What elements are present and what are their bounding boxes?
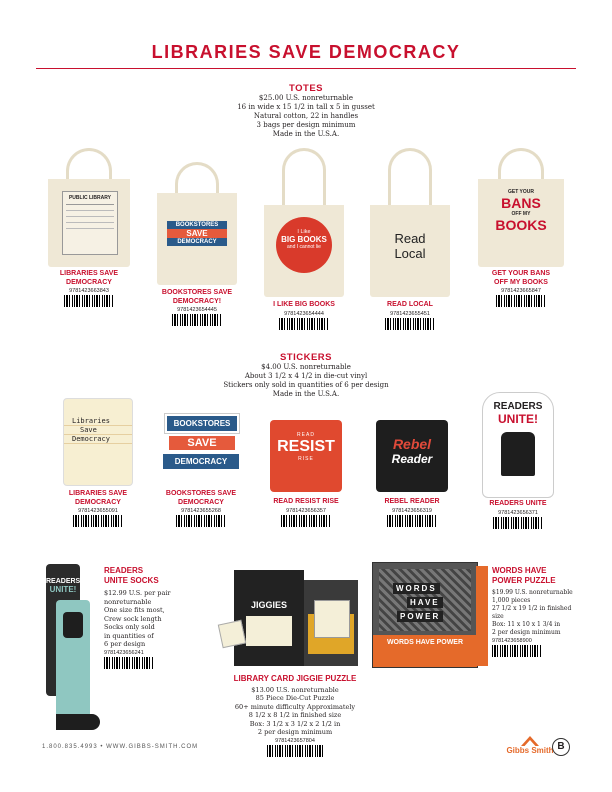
sticker-art-text: RISE xyxy=(298,456,314,462)
socks-spec-line: $12.99 U.S. per pair xyxy=(104,589,171,597)
socks-spec-line: Crew sock length xyxy=(104,614,162,623)
stickers-spec-line: Stickers only sold in quantities of 6 per design xyxy=(223,381,389,389)
isbn: 9781423654444 xyxy=(284,310,324,317)
socks-spec-line: One size fits most, xyxy=(104,606,165,614)
isbn: 9781423656357 xyxy=(286,507,326,514)
isbn: 9781423658900 xyxy=(492,638,532,644)
product-name: REBEL READER xyxy=(384,498,440,505)
tote-art-text: DEMOCRACY xyxy=(167,238,227,246)
sticker-art-text: DEMOCRACY xyxy=(163,454,239,469)
totes-spec-line: Made in the U.S.A. xyxy=(272,130,340,138)
product-name: LIBRARIES SAVE DEMOCRACY xyxy=(68,490,128,506)
socks-spec-line: Socks only sold xyxy=(104,623,155,631)
product-name: GET YOUR BANS OFF MY BOOKS xyxy=(491,270,551,286)
puzzle-art-text: WORDS HAVE POWER xyxy=(373,635,477,667)
totes-spec-line: 16 in wide x 15 1/2 in tall x 5 in gusset xyxy=(237,103,375,111)
tote-art-text: OFF MY xyxy=(511,211,531,217)
socks-image xyxy=(42,564,100,736)
rebel-sticker-art xyxy=(376,420,448,492)
page-title: LIBRARIES SAVE DEMOCRACY xyxy=(151,42,461,62)
tote-handle xyxy=(282,148,326,205)
typewriter-art xyxy=(379,569,471,631)
stickers-spec-line: Made in the U.S.A. xyxy=(272,390,340,398)
sock-front xyxy=(56,600,90,720)
sticker-art-text: SAVE xyxy=(169,436,235,450)
barcode xyxy=(387,515,437,527)
tote-get-your-bans xyxy=(478,148,564,307)
barcode xyxy=(281,515,331,527)
isbn: 9781423656371 xyxy=(498,509,538,516)
barcode xyxy=(64,295,114,307)
tote-art-text: BOOKSTORES xyxy=(167,221,227,229)
puzzle-art-text: WORDS xyxy=(393,583,440,594)
sticker-read-resist-rise xyxy=(266,420,346,527)
isbn: 9781423656319 xyxy=(392,507,432,514)
jiggie-box xyxy=(234,570,304,666)
tote-art-text: Local xyxy=(394,246,426,261)
sticker-art-text: RESIST xyxy=(277,438,335,455)
tote-art-text: BOOKS xyxy=(495,217,547,233)
tote-bag xyxy=(370,205,450,297)
tote-read-local xyxy=(370,148,450,330)
product-name: READ RESIST RISE xyxy=(273,498,339,505)
brand-name: Gibbs Smith xyxy=(506,746,554,755)
sticker-art-text: READ xyxy=(297,432,315,438)
totes-spec-line: 3 bags per design minimum xyxy=(256,121,356,129)
barcode xyxy=(176,515,226,527)
product-name: READ LOCAL xyxy=(387,301,433,308)
product-name: BOOKSTORES SAVE DEMOCRACY! xyxy=(161,289,233,305)
totes-specs xyxy=(0,94,612,139)
barcode xyxy=(279,318,329,330)
puzzle-box-front xyxy=(372,562,478,668)
jiggie-art-text: JIGGIES xyxy=(250,600,287,610)
sticker-art-text: BOOKSTORES xyxy=(165,414,239,433)
tote-art-text: BIG BOOKS xyxy=(281,235,327,244)
puzzle-art-text: POWER xyxy=(397,611,443,622)
stickers-spec-line: About 3 1/2 x 4 1/2 in die-cut vinyl xyxy=(244,372,368,380)
bird-icon xyxy=(521,736,539,746)
isbn: 9781423654445 xyxy=(177,307,217,313)
totes-spec-line: $25.00 U.S. nonreturnable xyxy=(258,94,354,102)
library-card-sticker-art xyxy=(63,398,133,486)
footer-contact: 1.800.835.4993 • WWW.GIBBS-SMITH.COM xyxy=(42,744,199,750)
sticker-readers-unite xyxy=(478,392,558,529)
big-books-art xyxy=(276,217,332,273)
socks-spec-line: 6 per design xyxy=(104,640,146,648)
product-name: LIBRARIES SAVE DEMOCRACY xyxy=(59,270,119,286)
isbn: 9781423665847 xyxy=(501,288,541,294)
barcode xyxy=(104,657,154,669)
totes-heading: TOTES xyxy=(289,83,323,94)
socks-spec-line: nonreturnable xyxy=(104,597,152,606)
tote-handle xyxy=(175,162,219,193)
isbn: 9781423655091 xyxy=(78,508,118,514)
gibbs-smith-logo xyxy=(500,736,560,755)
tote-art-text: Read xyxy=(394,231,426,246)
stickers-spec-line: $4.00 U.S. nonreturnable xyxy=(261,363,351,371)
tote-art-text: GET YOUR xyxy=(507,189,535,195)
sticker-libraries-save-democracy xyxy=(56,398,140,527)
barcode xyxy=(385,318,435,330)
product-name: READERS UNITE xyxy=(489,500,547,507)
read-local-art xyxy=(370,231,450,261)
socks-info xyxy=(104,566,184,669)
barcode xyxy=(493,517,543,529)
barcode xyxy=(172,314,222,326)
jiggie-box-side xyxy=(304,580,358,666)
fist-icon xyxy=(63,612,83,638)
isbn: 9781423655268 xyxy=(181,508,221,514)
tote-handle xyxy=(388,148,432,205)
isbn: 9781423657804 xyxy=(275,737,315,744)
puzzle-specs xyxy=(492,589,582,637)
puzzle-spec-line: 27 1/2 x 19 1/2 in finished size xyxy=(492,605,572,620)
barcode xyxy=(496,295,546,307)
puzzle-spec-line: Box: 11 x 10 x 1 3/4 in xyxy=(492,621,561,628)
sticker-art-text: Rebel xyxy=(392,436,432,452)
jiggie-spec-line: 85 Piece Die-Cut Puzzle xyxy=(255,694,335,702)
jiggie-spec-line: $13.00 U.S. nonreturnable xyxy=(251,685,339,694)
jiggie-spec-line: 2 per design minimum xyxy=(257,728,333,736)
fist-icon xyxy=(501,432,535,476)
sticker-rebel-reader xyxy=(372,420,452,527)
puzzle-art-text: HAVE xyxy=(407,597,443,608)
sticker-art-text: Democracy xyxy=(64,435,132,444)
isbn: 9781423656241 xyxy=(104,649,144,656)
jiggie-spec-line: Box: 3 1/2 x 3 1/2 x 2 1/2 in xyxy=(249,719,341,728)
puzzle-info xyxy=(492,566,582,657)
readers-unite-sticker-art xyxy=(482,392,554,498)
jiggie-puzzle-image xyxy=(220,562,370,672)
puzzle-piece-icon xyxy=(218,620,246,648)
jiggie-spec-line: 60+ minute difficulty Approximately xyxy=(234,702,356,711)
product-name: READERS UNITE SOCKS xyxy=(104,566,159,585)
tote-bag xyxy=(157,193,237,285)
totes-spec-line: Natural cotton, 22 in handles xyxy=(253,112,359,120)
tote-bookstores-save-democracy xyxy=(157,162,237,326)
product-name: LIBRARY CARD JIGGIE PUZZLE xyxy=(233,674,357,683)
barcode xyxy=(492,645,542,657)
puzzle-spec-line: 1,000 pieces xyxy=(492,597,531,604)
puzzle-spec-line: 2 per design minimum xyxy=(492,629,561,636)
sock-foot xyxy=(56,714,100,730)
tote-bag xyxy=(478,179,564,267)
product-name: BOOKSTORES SAVE DEMOCRACY xyxy=(165,490,237,506)
library-card-art xyxy=(62,191,118,255)
puzzle-spec-line: $19.99 U.S. nonreturnable xyxy=(492,589,573,596)
sock-art-text: READERS xyxy=(46,578,81,585)
bans-art xyxy=(486,189,556,233)
jiggie-info xyxy=(185,675,405,757)
product-name: I LIKE BIG BOOKS xyxy=(273,301,335,308)
tote-i-like-big-books xyxy=(264,148,344,330)
library-card-icon xyxy=(246,616,292,646)
sticker-art-text: UNITE! xyxy=(498,412,538,426)
jiggie-spec-line: 8 1/2 x 8 1/2 in finished size xyxy=(248,711,342,719)
product-name: WORDS HAVE POWER PUZZLE xyxy=(492,566,556,585)
socks-specs xyxy=(104,589,184,649)
bcorp-logo: B xyxy=(552,738,570,756)
tote-art-text: SAVE xyxy=(167,229,227,238)
sticker-bookstores-save-democracy xyxy=(158,408,244,527)
library-card-icon xyxy=(314,600,350,638)
bookstores-art xyxy=(167,221,227,257)
resist-sticker-art xyxy=(270,420,342,492)
sticker-art-text: Save xyxy=(64,426,132,435)
tote-bag xyxy=(48,179,130,267)
tote-art-text: I Like xyxy=(297,229,311,235)
barcode xyxy=(73,515,123,527)
bookstores-sticker-art xyxy=(161,408,241,482)
tote-art-text: PUBLIC LIBRARY xyxy=(68,195,112,201)
sock-art-text: UNITE! xyxy=(49,585,77,594)
sticker-art-text: READERS xyxy=(493,401,543,412)
barcode xyxy=(267,745,323,757)
tote-art-text: BANS xyxy=(501,195,541,211)
isbn: 9781423655451 xyxy=(390,310,430,317)
socks-spec-line: in quantities of xyxy=(104,631,154,640)
title-divider xyxy=(36,68,576,69)
sticker-art-text: Libraries xyxy=(64,417,132,426)
tote-handle xyxy=(66,148,112,179)
puzzle-box-side xyxy=(476,566,488,666)
tote-handle xyxy=(498,148,544,179)
tote-art-text: and I cannot lie xyxy=(287,244,321,250)
stickers-heading: STICKERS xyxy=(279,352,333,363)
tote-bag xyxy=(264,205,344,297)
isbn: 9781423663843 xyxy=(69,288,109,294)
tote-libraries-save-democracy xyxy=(48,148,130,307)
jiggie-specs xyxy=(185,686,405,737)
words-have-power-puzzle-image xyxy=(372,562,488,666)
sticker-art-text: Reader xyxy=(391,452,433,466)
